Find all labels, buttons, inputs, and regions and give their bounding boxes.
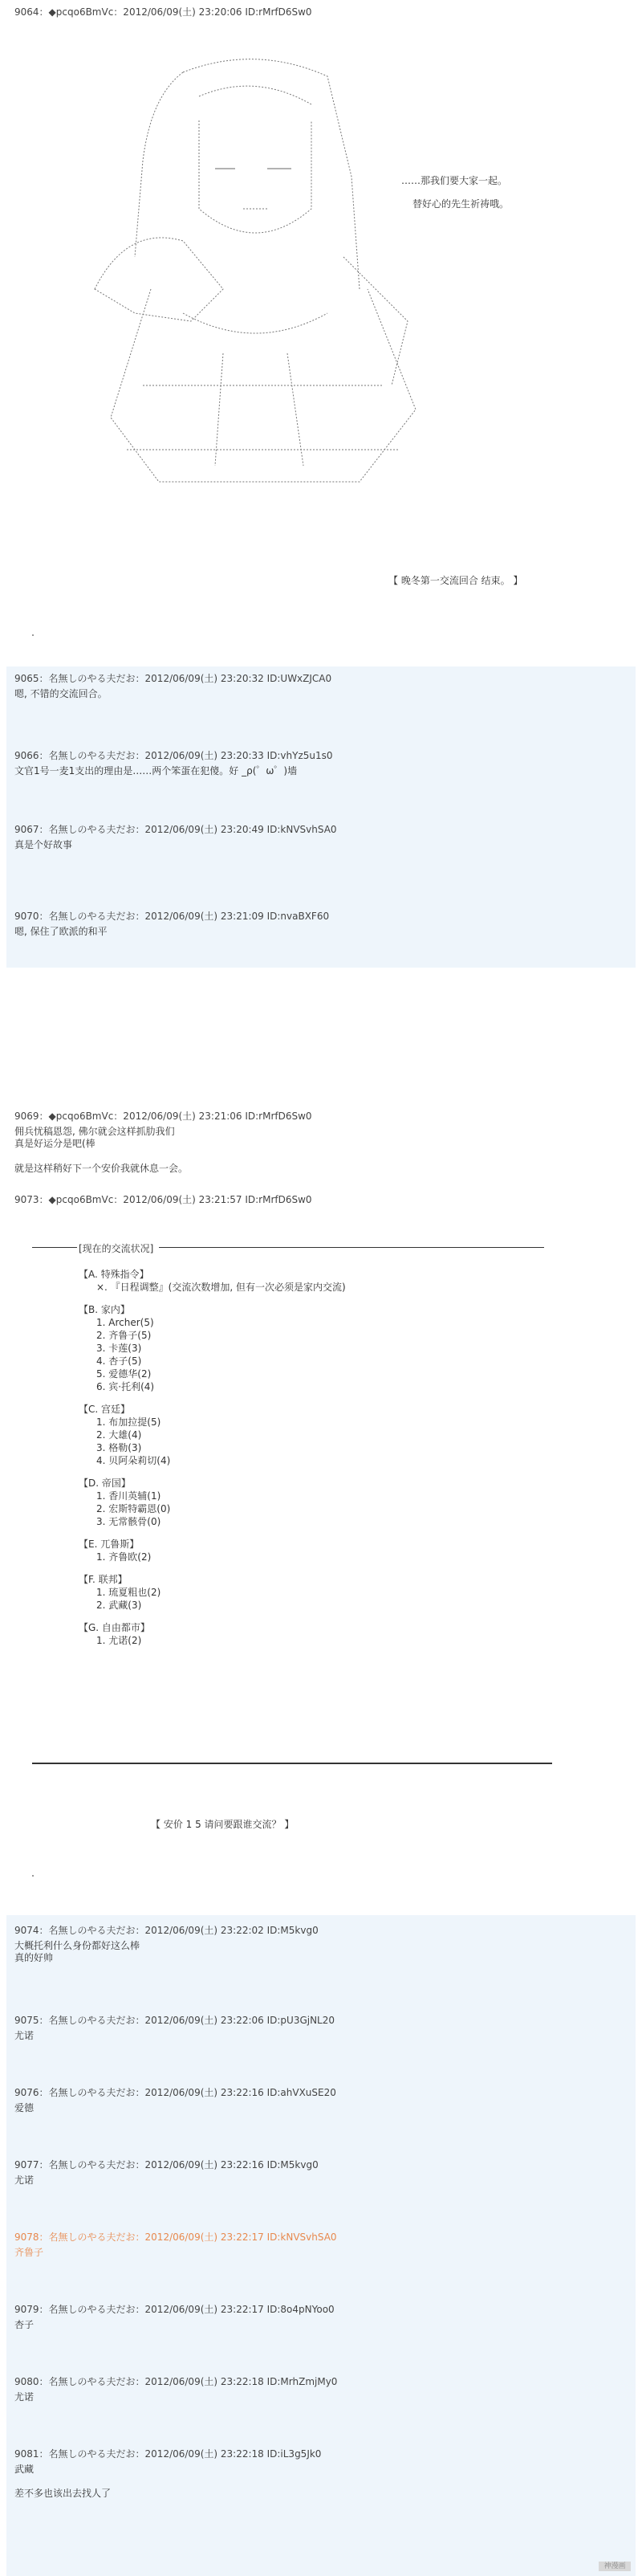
ascii-art-figure [63, 48, 448, 530]
post-header: 9064：◆pcqo6BmVc：2012/06/09(土) 23:20:06 ID:rMrfD6Sw0 [14, 6, 312, 18]
group-f [79, 1573, 346, 1612]
post-9070 [14, 911, 329, 938]
post-9081 [14, 2448, 321, 2500]
decorative-dot [32, 634, 34, 636]
group-item: 1. 琉夏粗也(2) [96, 1587, 161, 1598]
divider [32, 1247, 77, 1248]
post-9076 [14, 2087, 336, 2114]
group-b [79, 1303, 346, 1393]
post-header: 9081：名無しのやる夫だお：2012/06/09(土) 23:22:18 ID:iL3g5Jk0 [14, 2448, 322, 2460]
post-9066 [14, 750, 333, 777]
divider [159, 1247, 544, 1248]
post-line: 齐鲁子 [14, 2247, 44, 2258]
post-9080 [14, 2376, 337, 2403]
post-9065 [14, 673, 331, 700]
group-item: 2. 大雄(4) [96, 1429, 142, 1441]
post-header: 9065：名無しのやる夫だお：2012/06/09(土) 23:20:32 ID:UWxZJCA0 [14, 673, 332, 684]
group-name: 【G. 自由都市】 [79, 1622, 150, 1633]
group-item: 3. 卡莲(3) [96, 1343, 142, 1354]
post-9064-note-line1: ……那我们要大家一起。 [401, 175, 508, 186]
post-line: 大概托利什么身份都好这么棒 [14, 1940, 140, 1951]
post-header: 9077：名無しのやる夫だお：2012/06/09(土) 23:22:16 ID:M5kvg0 [14, 2159, 319, 2170]
group-item: 1. 布加拉提(5) [96, 1416, 161, 1428]
group-c [79, 1403, 346, 1467]
divider [32, 1763, 552, 1764]
post-9075 [14, 2015, 335, 2042]
post-header: 9076：名無しのやる夫だお：2012/06/09(土) 23:22:16 ID:ahVXuSE20 [14, 2087, 336, 2098]
post-line: 差不多也该出去找人了 [14, 2488, 112, 2499]
post-header: 9066：名無しのやる夫だお：2012/06/09(土) 23:20:33 ID:vhYz5u1s0 [14, 750, 333, 761]
post-line-blank [14, 2476, 321, 2488]
group-item: 2. 宏斯特霸恩(0) [96, 1503, 171, 1514]
decorative-dot [32, 1875, 34, 1877]
status-title: [现在的交流状况] [79, 1243, 154, 1254]
post-9077 [14, 2159, 319, 2187]
post-9064-panel [6, 0, 636, 666]
author-panel [6, 968, 636, 1915]
post-header: 9070：名無しのやる夫だお：2012/06/09(土) 23:21:09 ID:nvaBXF60 [14, 911, 330, 922]
status-list [79, 1268, 346, 1647]
group-name: 【B. 家内】 [79, 1304, 130, 1315]
post-header: 9079：名無しのやる夫だお：2012/06/09(土) 23:22:17 ID:8o4pNYoo0 [14, 2304, 335, 2315]
post-line: 真是个好故事 [14, 839, 73, 850]
post-header: 9074：名無しのやる夫だお：2012/06/09(土) 23:22:02 ID:M5kvg0 [14, 1925, 319, 1936]
post-line: 武藏 [14, 2464, 35, 2475]
post-9074 [14, 1925, 319, 1964]
post-9078 [14, 2232, 337, 2259]
group-a [79, 1268, 346, 1294]
post-line: 佣兵忧稿恩怨, 佛尔就会这样抓肋我们 [14, 1126, 175, 1137]
post-header: 9067：名無しのやる夫だお：2012/06/09(土) 23:20:49 ID:kNVSvhSA0 [14, 824, 337, 835]
post-line: 真是好运分是吧(棒 [14, 1138, 95, 1149]
post-line: 就是这样稍好下一个安价我就休息一会。 [14, 1163, 189, 1174]
post-line: 嗯, 不错的交流回合。 [14, 688, 108, 699]
post-line: 杏子 [14, 2319, 35, 2330]
group-item: 5. 爱德华(2) [96, 1368, 152, 1380]
post-line: 尤诺 [14, 2175, 35, 2186]
replies-panel-2 [6, 1915, 636, 2576]
group-item: 2. 齐鲁子(5) [96, 1330, 152, 1341]
group-item: 4. 贝阿朵莉切(4) [96, 1455, 171, 1466]
post-header: 9080：名無しのやる夫だお：2012/06/09(土) 23:22:18 ID:MrhZmjMy0 [14, 2376, 338, 2387]
group-e [79, 1538, 346, 1563]
group-item: 1. Archer(5) [96, 1317, 154, 1328]
group-name: 【F. 联邦】 [79, 1574, 128, 1585]
post-9067 [14, 824, 337, 851]
post-line: 爱德 [14, 2102, 35, 2113]
group-item: 3. 格勒(3) [96, 1442, 142, 1453]
post-9064-footer: 【 晚冬第一交流回合 结束。 】 [388, 575, 523, 586]
group-item: 1. 齐鲁欧(2) [96, 1551, 152, 1563]
group-item: 6. 宾·托利(4) [96, 1381, 155, 1392]
group-name: 【E. 兀鲁斯】 [79, 1539, 140, 1550]
anka-question: 【 安价 1 5 请问要跟谁交流？ 】 [151, 1819, 295, 1830]
group-name: 【D. 帝国】 [79, 1478, 131, 1489]
post-line: 真的好帅 [14, 1952, 54, 1963]
group-item: 1. 香川英辅(1) [96, 1490, 161, 1502]
post-header: 9075：名無しのやる夫だお：2012/06/09(土) 23:22:06 ID:pU3GjNL20 [14, 2015, 335, 2026]
group-item: ×. 『日程调整』(交流次数增加, 但有一次必须是家内交流) [96, 1282, 346, 1293]
group-item: 3. 无常骸骨(0) [96, 1516, 161, 1527]
group-d [79, 1477, 346, 1528]
group-name: 【A. 特殊指令】 [79, 1269, 149, 1280]
post-9069 [14, 1111, 312, 1175]
group-item: 1. 尤诺(2) [96, 1635, 142, 1646]
watermark-logo: 神漫画 [599, 2562, 631, 2571]
post-line: 嗯, 保住了欧派的和平 [14, 926, 108, 937]
post-header: 9078：名無しのやる夫だお：2012/06/09(土) 23:22:17 ID:kNVSvhSA0 [14, 2232, 337, 2243]
post-header: 9069：◆pcqo6BmVc：2012/06/09(土) 23:21:06 ID:rMrfD6Sw0 [14, 1111, 312, 1122]
post-line: 尤诺 [14, 2030, 35, 2041]
post-header: 9073：◆pcqo6BmVc：2012/06/09(土) 23:21:57 ID:rMrfD6Sw0 [14, 1194, 312, 1205]
group-name: 【C. 宫廷】 [79, 1404, 131, 1415]
post-9079 [14, 2304, 335, 2331]
replies-panel-1 [6, 666, 636, 968]
post-line: 文官1号一麦1支出的理由是……两个笨蛋在犯傻。好 _ρ(゜ω゜)墙 [14, 765, 298, 776]
post-9064 [14, 6, 312, 18]
post-9064-note-line2: 替好心的先生祈祷哦。 [412, 198, 510, 210]
group-item: 4. 杏子(5) [96, 1355, 142, 1367]
post-9073 [14, 1194, 312, 1206]
group-item: 2. 武藏(3) [96, 1600, 142, 1611]
group-g [79, 1621, 346, 1647]
post-line: 尤诺 [14, 2391, 35, 2403]
